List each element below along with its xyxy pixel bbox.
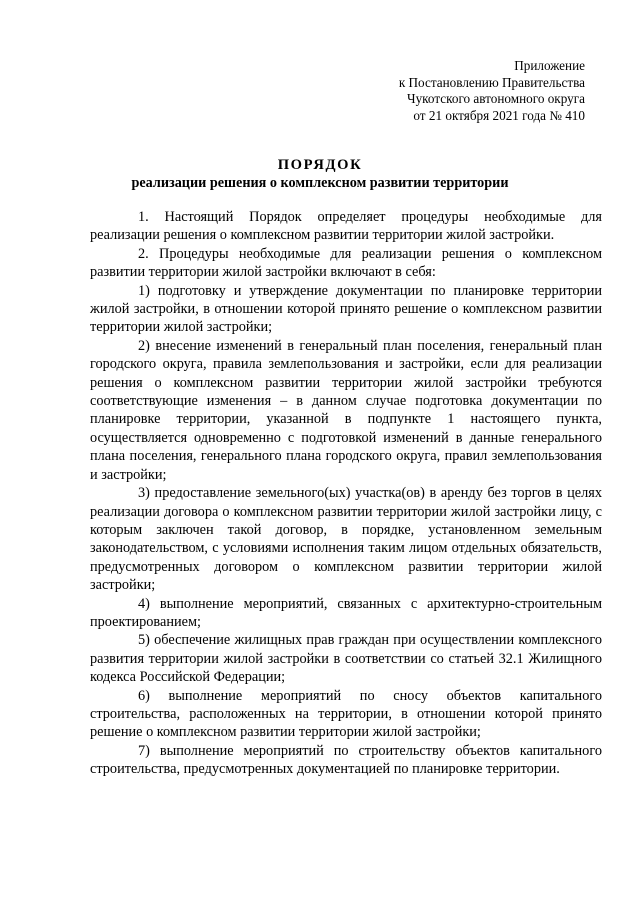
document-body: [90, 208, 602, 779]
list-item-1: 1) подготовку и утверждение документации по планировке территории жилой застройки, в отношении которой принято решение о комплексном развитии территории жилой застройки;: [90, 282, 602, 336]
list-item-6: 6) выполнение мероприятий по сносу объектов капитального строительства, расположенных на территории, в отношении которой принято решение о комплексном развитии территории жилой застройки;: [90, 687, 602, 741]
appendix-line-1: Приложение: [514, 58, 585, 73]
appendix-line-3: Чукотского автономного округа: [407, 91, 585, 106]
list-item-7: 7) выполнение мероприятий по строительству объектов капитального строительства, предусмотренных документацией по планировке территории.: [90, 742, 602, 778]
paragraph-2: 2. Процедуры необходимые для реализации решения о комплексном развитии территории жилой застройки включают в себя:: [90, 245, 602, 281]
list-item-3: 3) предоставление земельного(ых) участка(ов) в аренду без торгов в целях реализации договора о комплексном развитии территории жилой застройки лицу, с которым заключен такой договор, в порядке, установленном земельным законодательством, с условиями исполнения таким лицом отдельных обязательств, предусмотренных договором о комплексном развитии территории жилой застройки;: [90, 485, 602, 594]
document-subtitle: реализации решения о комплексном развитии территории: [131, 175, 509, 191]
document-title: ПОРЯДОК: [277, 157, 363, 173]
list-item-2: 2) внесение изменений в генеральный план поселения, генеральный план городского округа, правила землепользования и застройки, если для реализации решения о комплексном развитии территории жилой застройки требуются соответствующие изменения – в данном случае подготовка документации по планировке территории, указанной в подпункте 1 настоящего пункта, осуществляется одновременно с подготовкой изменений в данные генерального плана поселения, генерального плана городского округа, правил землепользования и застройки;: [90, 337, 602, 483]
appendix-line-4: от 21 октября 2021 года № 410: [413, 107, 585, 123]
list-item-5: 5) обеспечение жилищных прав граждан при осуществлении комплексного развития территории жилой застройки в соответствии со статьей 32.1 Жилищного кодекса Российской Федерации;: [90, 632, 602, 686]
list-item-4: 4) выполнение мероприятий, связанных с архитектурно-строительным проектированием;: [90, 595, 602, 630]
appendix-line-2: к Постановлению Правительства: [398, 74, 585, 90]
appendix-block: [380, 58, 585, 124]
paragraph-1: 1. Настоящий Порядок определяет процедуры необходимые для реализации решения о комплексном развитии территории жилой застройки.: [90, 209, 602, 244]
